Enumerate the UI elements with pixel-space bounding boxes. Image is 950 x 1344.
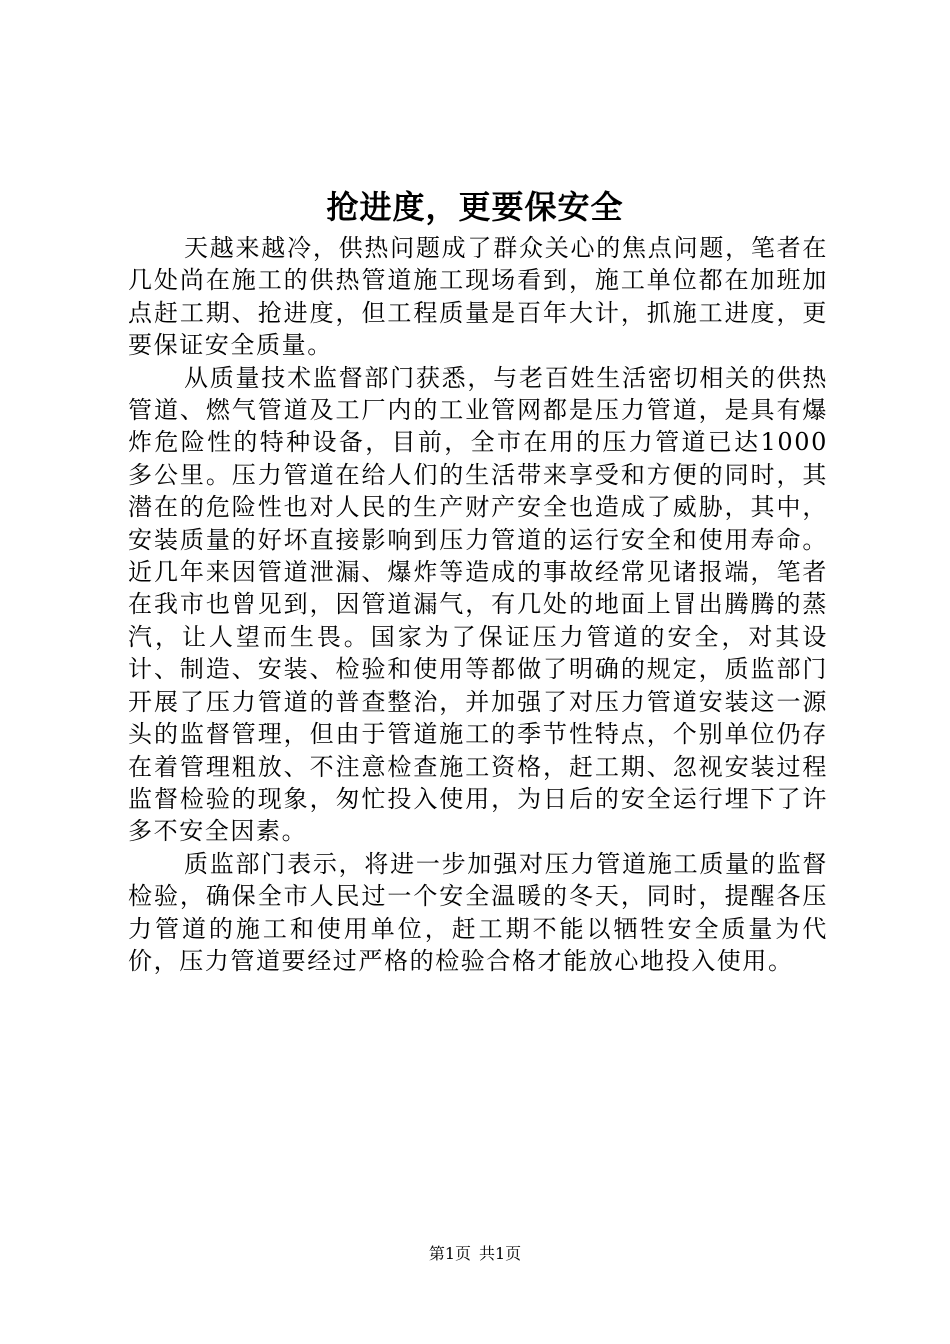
page-number: 第1页 [428, 1244, 471, 1263]
document-body [128, 232, 828, 977]
paragraph: 质监部门表示，将进一步加强对压力管道施工质量的监督检验，确保全市人民过一个安全温暖的冬天，同时，提醒各压力管道的施工和使用单位，赶工期不能以牺牲安全质量为代价，压力管道要经过严格的检验合格才能放心地投入使用。 [128, 849, 828, 975]
paragraph: 天越来越冷，供热问题成了群众关心的焦点问题，笔者在几处尚在施工的供热管道施工现场看到，施工单位都在加班加点赶工期、抢进度，但工程质量是百年大计，抓施工进度，更要保证安全质量。 [128, 234, 828, 360]
page-footer [0, 1243, 950, 1265]
page-count: 共1页 [479, 1244, 522, 1263]
document-title: 抢进度，更要保安全 [326, 188, 624, 226]
paragraph: 从质量技术监督部门获悉，与老百姓生活密切相关的供热管道、燃气管道及工厂内的工业管网都是压力管道，是具有爆炸危险性的特种设备，目前，全市在用的压力管道已达1000多公里。压力管道在给人们的生活带来享受和方便的同时，其潜在的危险性也对人民的生产财产安全也造成了威胁，其中，安装质量的好坏直接影响到压力管道的运行安全和使用寿命。近几年来因管道泄漏、爆炸等造成的事故经常见诸报端，笔者在我市也曾见到，因管道漏气，有几处的地面上冒出腾腾的蒸汽，让人望而生畏。国家为了保证压力管道的安全，对其设计、制造、安装、检验和使用等都做了明确的规定，质监部门开展了压力管道的普查整治，并加强了对压力管道安装这一源头的监督管理，但由于管道施工的季节性特点，个别单位仍存在着管理粗放、不注意检查施工资格，赶工期、忽视安装过程监督检验的现象，匆忙投入使用，为日后的安全运行埋下了许多不安全因素。 [128, 363, 828, 846]
